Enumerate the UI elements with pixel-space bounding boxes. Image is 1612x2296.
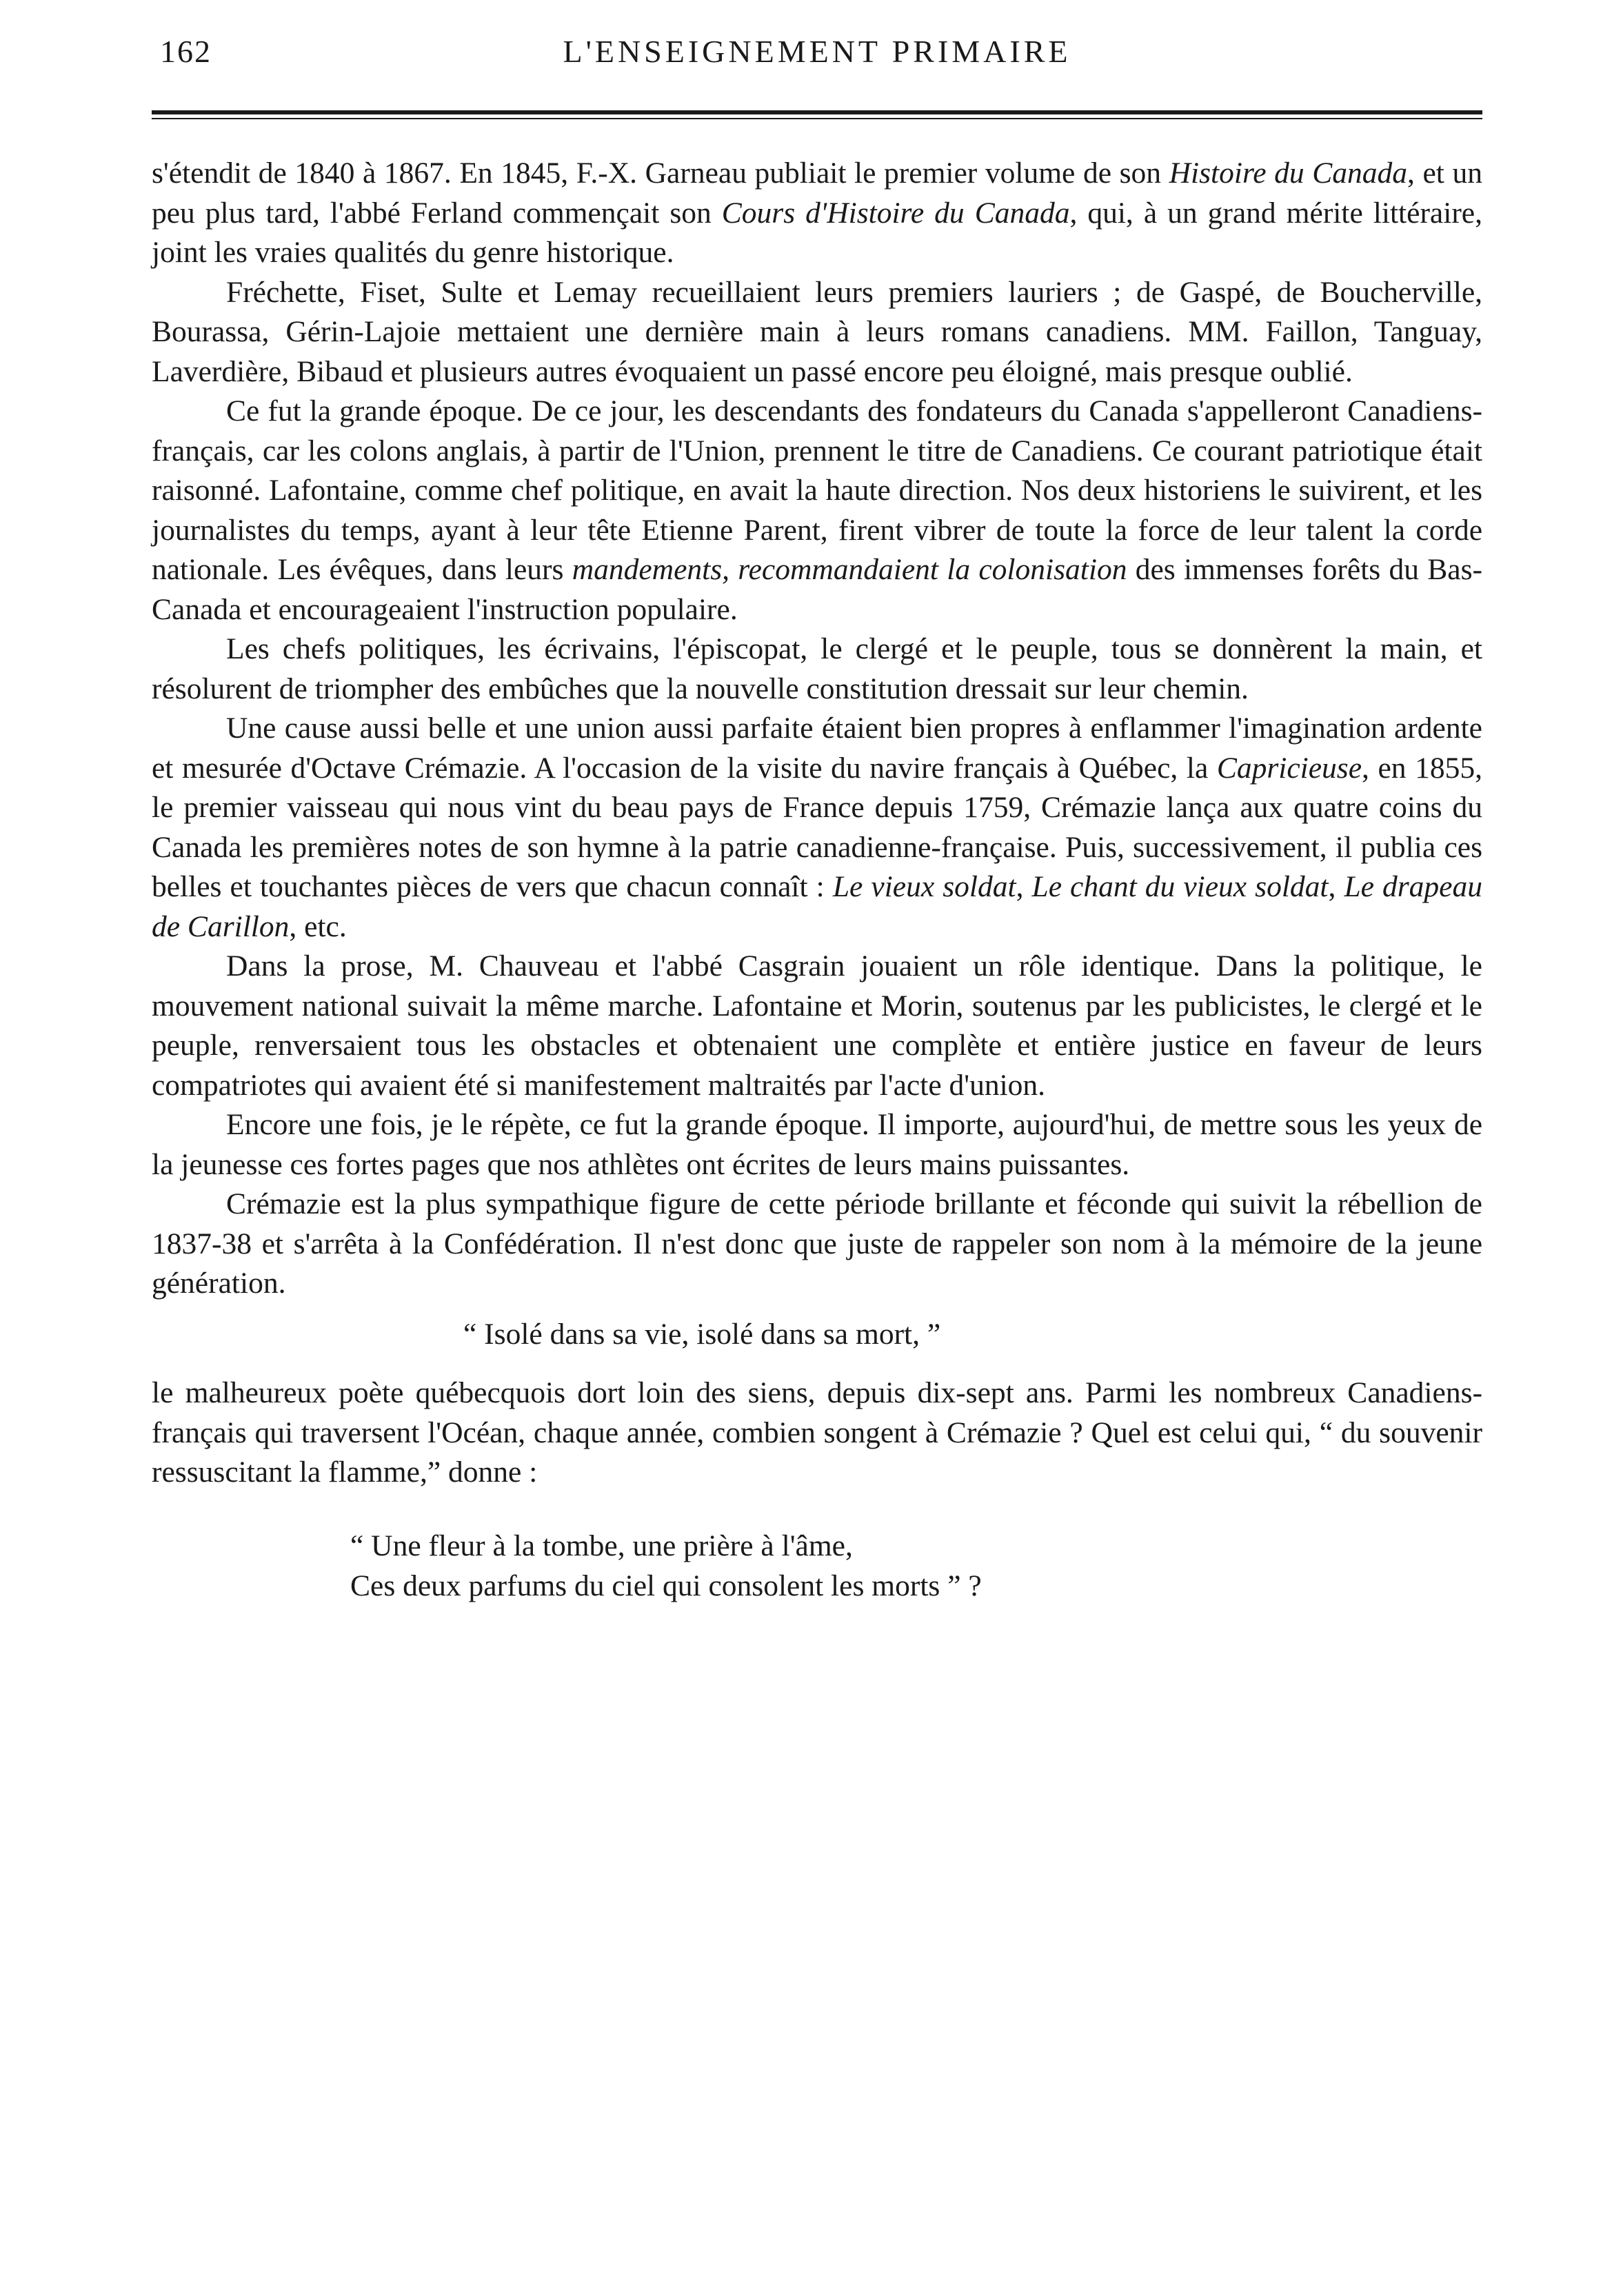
italic-title: Le chant du vieux soldat (1031, 870, 1329, 903)
paragraph (152, 392, 1482, 630)
paragraph (152, 1185, 1482, 1304)
text-run: Une cause aussi belle et une union aussi parfaite étaient bien propres à enflammer l'imagination ardente et mesurée d'Octave Crémazie. A l'occasion de la visite du navire français à Québec, la (152, 712, 1482, 785)
paragraph (152, 154, 1482, 273)
paragraph (152, 273, 1482, 392)
closing-verse (152, 1526, 1482, 1606)
text-run: Crémazie est la plus sympathique figure de cette période brillante et féconde qui suivit la rébellion de 1837-38 et s'arrêta à la Confédération. Il n'est donc que juste de rappeler son nom à la mémoire de la jeune génération. (152, 1187, 1482, 1300)
verse-line: Ces deux parfums du ciel qui consolent les morts ” ? (350, 1569, 982, 1602)
text-run: Les chefs politiques, les écrivains, l'épiscopat, le clergé et le peuple, tous se donnèrent la main, et résolurent de triompher des embûches que la nouvelle constitution dressait sur leur chemin. (152, 632, 1482, 705)
text-run: , et un peu plus tard, l'abbé Ferland commençait son (152, 157, 1482, 230)
italic-title: Histoire du Canada (1169, 157, 1408, 190)
text-run: Ce fut la grande époque. De ce jour, les descendants des fondateurs du Canada s'appelleront Canadiens-français, car les colons anglais, à partir de l'Union, prennent le titre de Canadiens. Ce courant patriotique était raisonné. Lafontaine, comme chef politique, en avait la haute direction. Nos deux historiens le suivirent, et les journalistes du temps, ayant à leur tête Etienne Parent, firent vibrer de toute la force de leur talent la corde nationale. Les évêques, dans leurs (152, 394, 1482, 586)
page-header (152, 21, 1482, 76)
page-number: 162 (160, 34, 212, 69)
text-run: s'étendit de 1840 à 1867. En 1845, F.-X. Garneau publiait le premier volume de son (152, 157, 1169, 190)
text-run: Dans la prose, M. Chauveau et l'abbé Casgrain jouaient un rôle identique. Dans la politique, le mouvement national suivait la même marche. Lafontaine et Morin, soutenus par les publicistes, le clergé et le peuple, renversaient tous les obstacles et obtenaient une complète et entière justice en faveur de leurs compatriotes qui avaient été si manifestement maltraités par l'acte d'union. (152, 949, 1482, 1102)
closing-paragraph: le malheureux poète québecquois dort loin des siens, depuis dix-sept ans. Parmi les nombreux Canadiens-français qui traversent l'Océan, chaque année, combien songent à Crémazie ? Quel est celui qui, “ du souvenir ressuscitant la flamme,” donne : (152, 1376, 1482, 1489)
text-run: Fréchette, Fiset, Sulte et Lemay recueillaient leurs premiers lauriers ; de Gaspé, de Boucherville, Bourassa, Gérin-Lajoie mettaient une dernière main à leurs romans canadiens. MM. Faillon, Tanguay, Laverdière, Bibaud et plusieurs autres évoquaient un passé encore peu éloigné, mais presque oublié. (152, 275, 1482, 388)
text-run: , etc. (289, 909, 347, 943)
running-title: L'ENSEIGNEMENT PRIMAIRE (563, 34, 1071, 69)
text-run: des immenses forêts du Bas-Canada et encourageaient l'instruction populaire. (152, 553, 1482, 626)
italic-title: Le vieux soldat (832, 870, 1016, 903)
quoted-verse-line: “ Isolé dans sa vie, isolé dans sa mort, ” (463, 1317, 941, 1351)
text-run: , (1328, 870, 1344, 903)
book-page (152, 21, 1482, 2275)
header-rule-thin (152, 118, 1482, 119)
header-rule (152, 110, 1482, 119)
paragraph (152, 709, 1482, 947)
text-run: , (1016, 870, 1032, 903)
text-run: , en 1855, le premier vaisseau qui nous vint du beau pays de France depuis 1759, Crémazie lança aux quatre coins du Canada les premières notes de son hymne à la patrie canadienne-française. Puis, successivement, il publia ces belles et touchantes pièces de vers que chacun connaît : (152, 751, 1482, 903)
paragraph (152, 947, 1482, 1105)
italic-title: Le drapeau de Carillon (152, 870, 1482, 943)
body-text (152, 154, 1482, 1606)
italic-title: Capricieuse (1216, 751, 1362, 785)
text-run: , qui, à un grand mérite littéraire, joint les vraies qualités du genre historique. (152, 196, 1482, 269)
verse-line: “ Une fleur à la tombe, une prière à l'âme, (350, 1529, 853, 1562)
paragraph (152, 630, 1482, 709)
italic-title: Cours d'Histoire du Canada (721, 196, 1070, 230)
italic-title: mandements, recommandaient la colonisation (572, 553, 1127, 586)
paragraph (152, 1105, 1482, 1185)
text-run: Encore une fois, je le répète, ce fut la grande époque. Il importe, aujourd'hui, de mettre sous les yeux de la jeunesse ces fortes pages que nos athlètes ont écrites de leurs mains puissantes. (152, 1108, 1482, 1181)
